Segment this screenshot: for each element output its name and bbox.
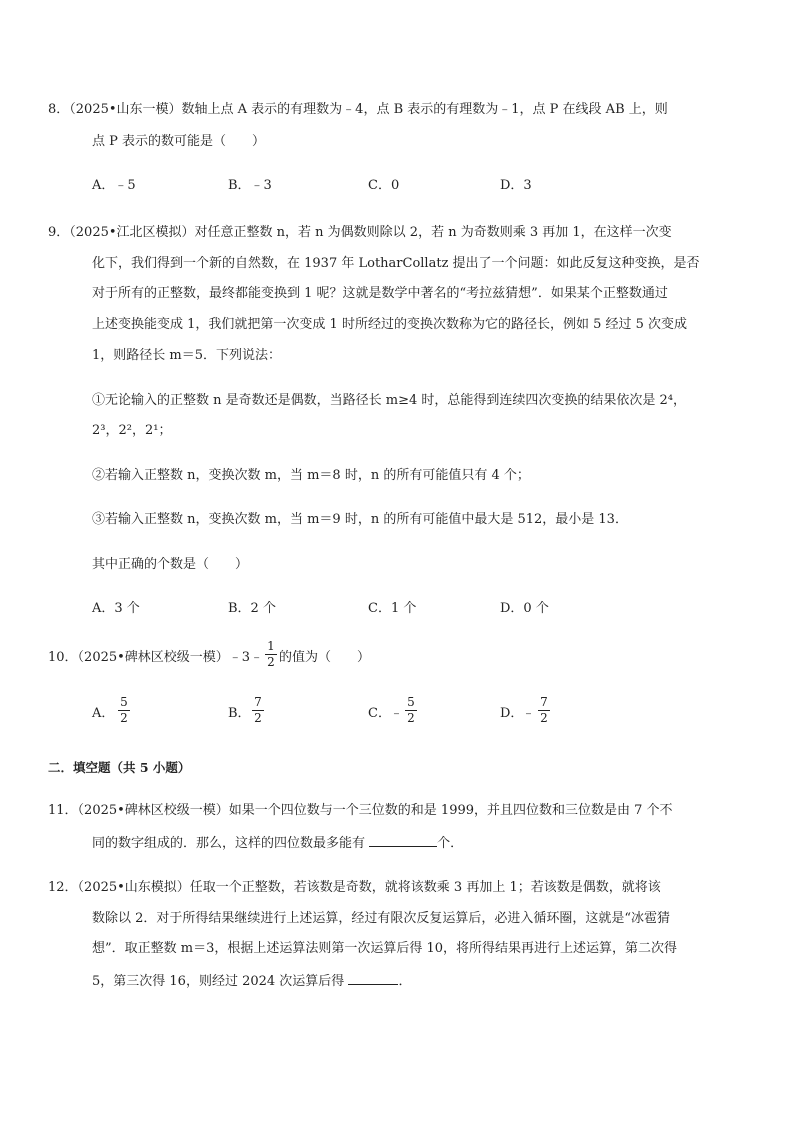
q9-option-a: A．3 个 <box>92 601 140 616</box>
q10-option-c-sign: ﹣ <box>390 706 404 721</box>
q10-option-c-label: C． <box>368 706 391 721</box>
q10-option-d-fraction <box>538 696 550 725</box>
q10-option-c-den: 2 <box>407 711 415 725</box>
q9-question: 其中正确的个数是（ ） <box>92 557 249 572</box>
q11-line2-text: 同的数字组成的．那么，这样的四位数最多能有 <box>92 836 370 851</box>
q10-fraction-denominator: 2 <box>267 655 275 669</box>
q12-answer-blank[interactable] <box>348 972 398 985</box>
q10-fraction <box>265 640 277 669</box>
q10-option-d-num: 7 <box>540 695 548 709</box>
q10-option-c-fraction <box>405 696 417 725</box>
q12-line1: 12．（2025•山东模拟）任取一个正整数，若该数是奇数，就将该数乘 3 再加上 1；若该数是偶数，就将该 <box>48 880 661 895</box>
q12-line4 <box>92 972 411 990</box>
q9-statement2: ②若输入正整数 n，变换次数 m，当 m＝8 时，n 的所有可能值只有 4 个； <box>92 468 530 483</box>
q10-option-b-den: 2 <box>254 711 262 725</box>
q8-option-c: C．0 <box>368 178 400 193</box>
q12-line2: 数除以 2．对于所得结果继续进行上述运算，经过有限次反复运算后，必进入循环圈，这就是“冰雹猜 <box>92 911 671 926</box>
q8-line2: 点 P 表示的数可能是（ ） <box>92 134 266 149</box>
q11-line2-end: 个． <box>437 836 464 851</box>
q9-statement1-line1: ①无论输入的正整数 n 是奇数还是偶数，当路径长 m≥4 时，总能得到连续四次变换的结果依次是 2⁴， <box>92 393 687 408</box>
q8-option-b: B．﹣3 <box>228 178 272 193</box>
q8-option-a: A．﹣5 <box>92 178 136 193</box>
q10-option-a-label: A． <box>92 706 115 721</box>
q12-line4-end: ． <box>398 974 412 989</box>
q9-line4: 上述变换能变成 1，我们就把第一次变成 1 时所经过的变换次数称为它的路径长，例如 5 经过 5 次变成 <box>92 317 688 332</box>
q10-option-a-num: 5 <box>120 695 128 709</box>
q10-prefix: 10．（2025•碑林区校级一模）﹣3﹣ <box>48 650 264 665</box>
q9-line1: 9．（2025•江北区模拟）对任意正整数 n，若 n 为偶数则除以 2，若 n 为奇数则乘 3 再加 1，在这样一次变 <box>48 225 672 240</box>
q10-option-a-den: 2 <box>120 711 128 725</box>
q10-option-b-fraction <box>252 696 264 725</box>
q10-option-d-label: D． <box>500 706 524 721</box>
q10-option-c-num: 5 <box>407 695 415 709</box>
q9-option-c: C．1 个 <box>368 601 417 616</box>
q10-option-a-fraction <box>118 696 130 725</box>
q10-option-b-num: 7 <box>254 695 262 709</box>
q9-option-d: D．0 个 <box>500 601 549 616</box>
q9-statement1-line2: 2³，2²，2¹； <box>92 423 172 438</box>
q10-option-d-den: 2 <box>540 711 548 725</box>
q10-option-b-label: B． <box>228 706 251 721</box>
section-heading-fill-in: 二．填空题（共 5 小题） <box>48 760 191 775</box>
q11-line1: 11．（2025•碑林区校级一模）如果一个四位数与一个三位数的和是 1999，并且四位数和三位数是由 7 个不 <box>48 803 673 818</box>
q9-line3: 对于所有的正整数，最终都能变换到 1 呢？这就是数学中著名的“考拉兹猜想”．如果某个正整数通过 <box>92 286 668 301</box>
q10-fraction-numerator: 1 <box>267 639 275 653</box>
q11-answer-blank[interactable] <box>369 834 437 847</box>
q8-line1: 8．（2025•山东一模）数轴上点 A 表示的有理数为﹣4，点 B 表示的有理数为﹣1，点 P 在线段 AB 上，则 <box>48 102 668 117</box>
q9-statement3: ③若输入正整数 n，变换次数 m，当 m＝9 时，n 的所有可能值中最大是 512，最小是 13． <box>92 512 628 527</box>
q12-line4-text: 5，第三次得 16，则经过 2024 次运算后得 <box>92 974 349 989</box>
q10-suffix: 的值为（ ） <box>279 650 371 665</box>
q12-line3: 想”．取正整数 m＝3，根据上述运算法则第一次运算后得 10，将所得结果再进行上述运算，第二次得 <box>92 941 678 956</box>
q8-option-d: D．3 <box>500 178 532 193</box>
q9-option-b: B．2 个 <box>228 601 276 616</box>
q9-line5: 1，则路径长 m＝5．下列说法： <box>92 348 282 363</box>
q10-option-d-sign: ﹣ <box>522 706 536 721</box>
q11-line2 <box>92 834 463 852</box>
q9-line2: 化下，我们得到一个新的自然数，在 1937 年 LotharCollatz 提出了一个问题：如此反复这种变换，是否 <box>92 256 700 271</box>
